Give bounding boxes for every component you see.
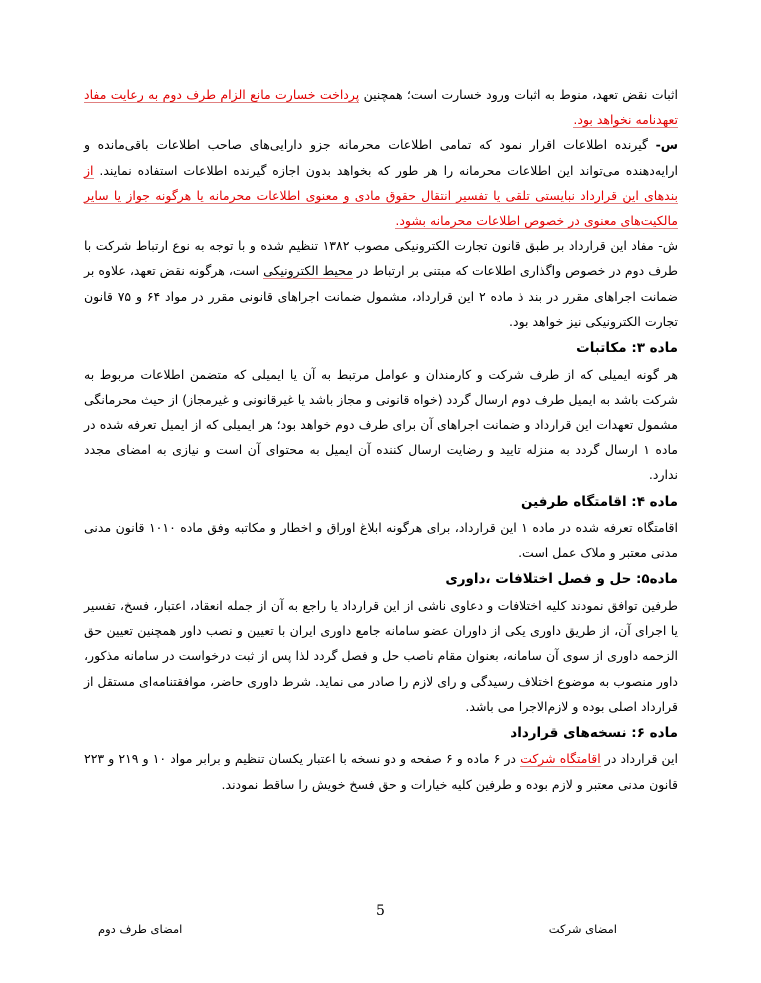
article-6-text [84,746,678,796]
article-6-heading: ماده ۶: نسخه‌های قرارداد [510,724,678,741]
article-5-heading: ماده۵: حل و فصل اختلافات ،داوری [445,571,678,588]
article-6-highlight: اقامتگاه شرکت [520,751,601,767]
paragraph-sin [84,132,678,233]
signature-second-party: امضای طرف دوم [98,922,183,936]
article-3-heading: ماده ۳: مکاتبات [576,340,678,357]
article-6-text-start: این قرارداد در [600,751,679,767]
clause-label-sin: س- [655,137,678,153]
signature-company: امضای شرکت [548,922,617,936]
paragraph-shin [84,233,678,334]
paragraph-compensation [84,82,678,132]
paragraph-shin-underlined: محیط الکترونیکی [263,263,353,279]
document-body [84,82,678,797]
paragraph-sin-text: گیرنده اطلاعات اقرار نمود که تمامی اطلاعات محرمانه جزو دارایی‌های صاحب اطلاعات باقی‌مانده و ارایه‌دهنده می‌تواند این اطلاعات محرمانه را هر طور که بخواهد بدون اجازه گیرنده اطلاعات استفاده نمایند. [84,137,678,178]
article-3-text: هر گونه ایمیلی که از طرف شرکت و کارمندان و عوامل مرتبط به آن یا ایمیلی که متضمن اطلاعات مربوط به شرکت باشد به ایمیل طرف دوم ارسال گردد (خواه قانونی و مجاز باشد یا غیرقانونی و غیرمجاز) از حیث محرمانگی مشمول تعهدات این قرارداد و ضمانت اجراهای آن برای طرف دوم خواهد بود؛ هر ایمیلی که از ایمیل تعرفه شده در ماده ۱ ارسال گردد به منزله تایید و رضایت ارسال کننده آن ایمیل به محتوای آن است و نیازی به امضای مجدد ندارد. [84,366,678,483]
paragraph-sin-highlight: از بندهای این قرارداد نبایستی تلقی یا تفسیر انتقال حقوق مادی و معنوی اطلاعات محرمانه یا هرگونه جواز یا سایر مالکیت‌های معنوی در خصوص اطلاعات محرمانه بشود. [84,162,678,229]
article-5-text: طرفین توافق نمودند کلیه اختلافات و دعاوی ناشی از این قرارداد یا راجع به آن از جمله انعقاد، اعتبار، فسخ، تفسیر یا اجرای آن، از طریق داوری یکی از داوران عضو سامانه جامع داوری ایران با تعیین و نصب داور همچنین تعیین حق الزحمه داوری از سوی آن سامانه، بعنوان مقام ناصب حل و فصل گردد لذا پس از ثبت درخواست در سامانه مذکور، داور منصوب به موضوع اختلاف رسیدگی و رای لازم را صادر می نماید. شرط داوری حاضر، موافقتنامه‌ای مستقل از قرارداد اصلی بوده و لازم‌الاجرا می باشد. [84,597,678,714]
page-number: 5 [376,903,385,919]
paragraph-compensation-highlight: پرداخت خسارت مانع الزام طرف دوم به رعایت مفاد تعهدنامه نخواهد بود. [84,87,678,128]
article-4-heading: ماده ۴: اقامتگاه طرفین [521,493,678,510]
article-4-text: اقامتگاه تعرفه شده در ماده ۱ این قرارداد، برای هرگونه ابلاغ اوراق و اخطار و مکاتبه وفق ماده ۱۰۱۰ قانون مدنی مدنی معتبر و ملاک عمل است. [84,520,678,561]
article-6-text-end: در ۶ ماده و ۶ صفحه و دو نسخه با اعتبار یکسان تنظیم و برابر مواد ۱۰ و ۲۱۹ و ۲۲۳ قانون مدنی معتبر و لازم بوده و طرفین کلیه خیارات و حق فسخ خویش را ساقط نمودند. [84,751,678,792]
paragraph-shin-text-start: ش- مفاد این قرارداد بر طبق قانون تجارت الکترونیکی مصوب ۱۳۸۲ تنظیم شده و با توجه به نوع ارتباط شرکت با طرف دوم در خصوص واگذاری اطلاعات که مبتنی بر ارتباط در [84,238,678,279]
paragraph-shin-text-end: است، هرگونه نقض تعهد، علاوه بر ضمانت اجراهای مقرر در بند ذ ماده ۲ این قرارداد، مشمول ضمانت اجراهای قانونی مقرر در مواد ۶۴ و ۷۵ قانون تجارت الکترونیکی نیز خواهد بود. [84,263,679,329]
paragraph-compensation-text: اثبات نقض تعهد، منوط به اثبات ورود خسارت است؛ همچنین [359,87,679,102]
